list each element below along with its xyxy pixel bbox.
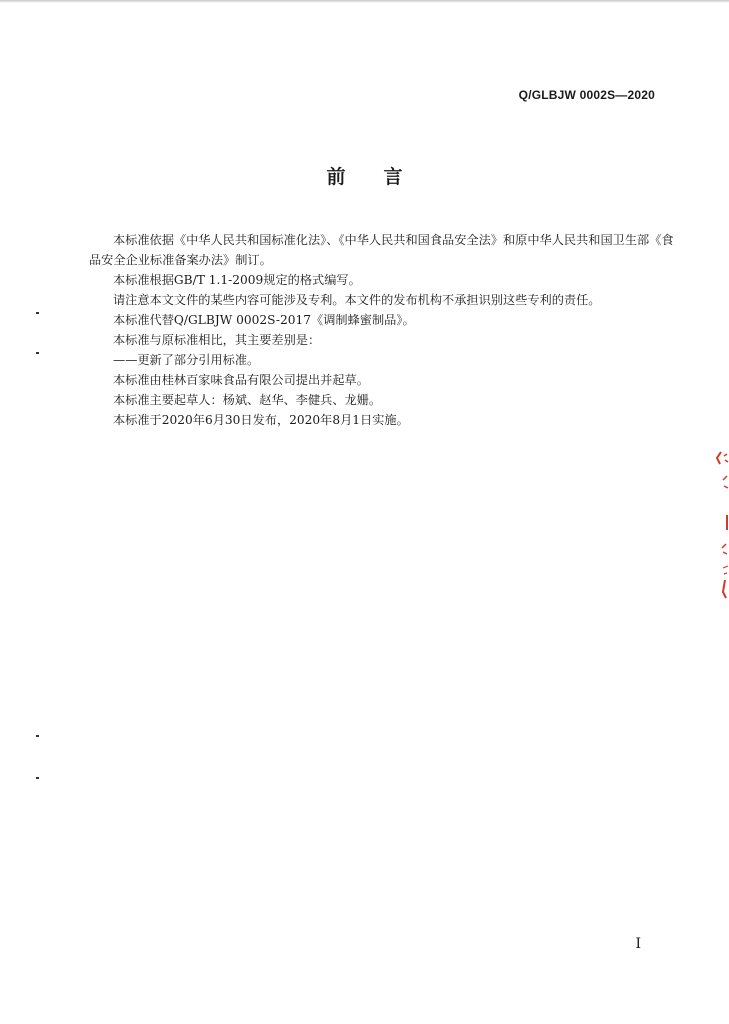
paragraph: ——更新了部分引用标准。 — [113, 353, 260, 367]
paragraph: 本标准依据《中华人民共和国标准化法》、《中华人民共和国食品安全法》和原中华人民共和国卫生部《食品安全企业标准备案办法》制订。 — [89, 233, 674, 267]
seal-stamp-icon — [707, 440, 729, 600]
paragraph: 本标准主要起草人：杨斌、赵华、李健兵、龙姗。 — [113, 393, 382, 407]
page-title: 前言 — [326, 166, 441, 188]
paragraph: 请注意本文文件的某些内容可能涉及专利。本文件的发布机构不承担识别这些专利的责任。 — [113, 293, 601, 307]
scan-edge — [0, 0, 729, 3]
scan-mark — [36, 352, 39, 354]
scan-mark — [36, 312, 39, 314]
paragraph: 本标准于2020年6月30日发布，2020年8月1日实施。 — [113, 413, 409, 427]
paragraph: 本标准与原标准相比，其主要差别是： — [113, 333, 321, 347]
scan-mark — [36, 777, 39, 779]
paragraph: 本标准根据GB/T 1.1-2009规定的格式编写。 — [113, 273, 361, 287]
foreword-body — [89, 230, 675, 430]
scan-mark — [36, 735, 39, 737]
page-number: I — [635, 936, 641, 952]
paragraph: 本标准由桂林百家味食品有限公司提出并起草。 — [113, 373, 369, 387]
standard-code: Q/GLBJW 0002S—2020 — [518, 88, 655, 102]
paragraph: 本标准代替Q/GLBJW 0002S-2017《调制蜂蜜制品》。 — [113, 313, 415, 327]
